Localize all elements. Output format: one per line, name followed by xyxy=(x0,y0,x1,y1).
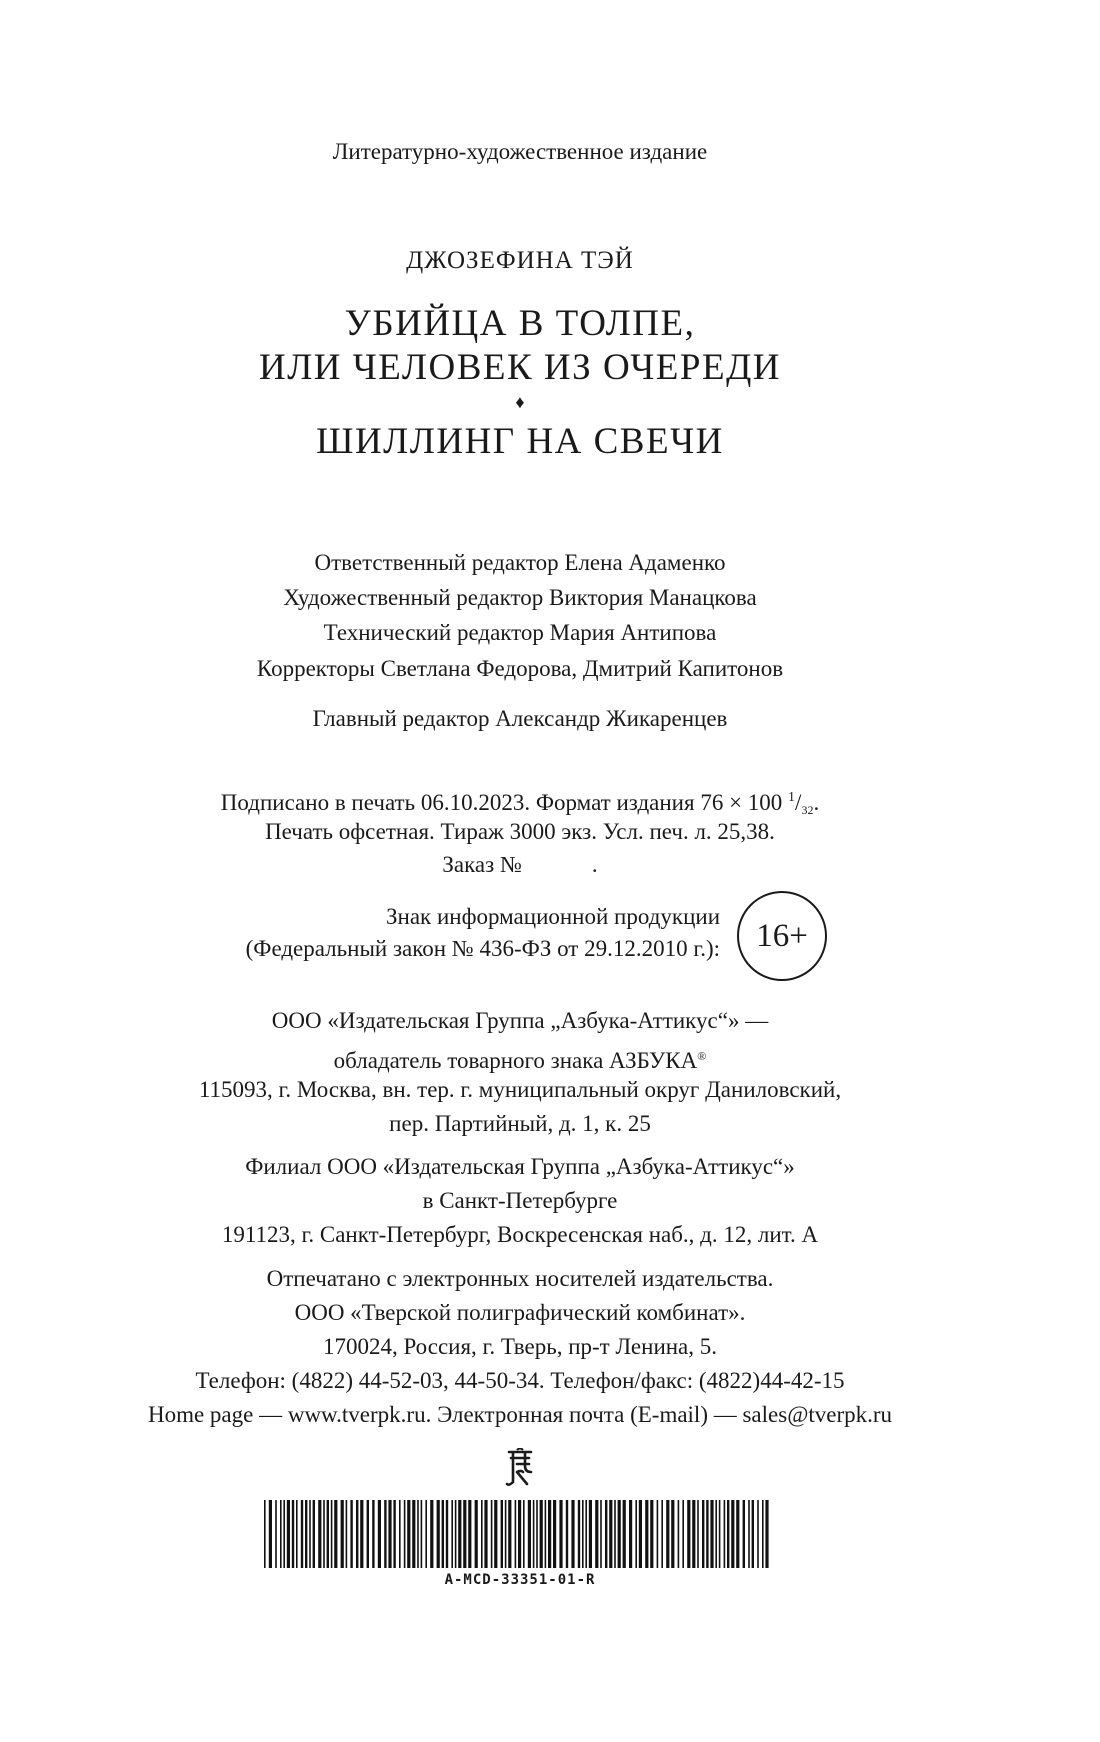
barcode-bar xyxy=(468,1500,471,1568)
barcode-bar xyxy=(553,1500,556,1568)
barcode-bar xyxy=(341,1500,344,1568)
barcode-bar xyxy=(715,1500,717,1568)
barcode-bar xyxy=(334,1500,337,1568)
barcode-bar xyxy=(356,1500,358,1568)
barcode-bar xyxy=(736,1500,739,1568)
barcode-bar xyxy=(585,1500,587,1568)
proofreaders: Корректоры Светлана Федорова, Дмитрий Капитонов xyxy=(256,656,784,681)
barcode-bar xyxy=(518,1500,521,1568)
barcode-bar xyxy=(614,1500,616,1568)
barcode-bar xyxy=(296,1500,298,1568)
barcode-bar xyxy=(523,1500,525,1568)
barcode-bar xyxy=(367,1500,369,1568)
barcode-bar xyxy=(442,1500,444,1568)
barcode-bar xyxy=(309,1500,311,1568)
barcode-bar xyxy=(645,1500,648,1568)
barcode-bar xyxy=(650,1500,653,1568)
barcode-bar xyxy=(559,1500,562,1568)
responsible-editor: Ответственный редактор Елена Адаменко xyxy=(314,550,726,575)
barcode-bar xyxy=(515,1500,517,1568)
barcode-bar xyxy=(463,1500,466,1568)
barcode-bar xyxy=(412,1500,415,1568)
barcode-bar xyxy=(417,1500,419,1568)
barcode-label: A-MCD-33351-01-R xyxy=(444,1572,596,1588)
barcode-bar xyxy=(762,1500,764,1568)
print-run-line: Печать офсетная. Тираж 3000 экз. Усл. печ. л. 25,38. xyxy=(265,819,775,844)
registered-mark: ® xyxy=(697,1049,707,1063)
barcode-bar xyxy=(384,1500,386,1568)
barcode-bar xyxy=(451,1500,453,1568)
order-end: . xyxy=(591,852,598,877)
format-slash: / xyxy=(795,790,802,815)
barcode-bar xyxy=(600,1500,602,1568)
barcode-bar xyxy=(264,1500,266,1568)
chief-editor: Главный редактор Александр Жикаренцев xyxy=(312,706,728,731)
barcode-bar xyxy=(323,1500,325,1568)
barcode-bar xyxy=(595,1500,598,1568)
barcode-bar xyxy=(430,1500,433,1568)
barcode-bar xyxy=(388,1500,391,1568)
barcode-bar xyxy=(458,1500,461,1568)
printer-line-1: Отпечатано с электронных носителей издательства. xyxy=(266,1266,774,1291)
barcode-bar xyxy=(350,1500,352,1568)
barcode-bar xyxy=(661,1500,663,1568)
barcode-bar xyxy=(305,1500,307,1568)
barcode-bar xyxy=(671,1500,674,1568)
printer-phones: Телефон: (4822) 44-52-03, 44-50-34. Телефон/факс: (4822)44-42-15 xyxy=(195,1368,845,1393)
barcode-bar xyxy=(618,1500,621,1568)
barcode-bar xyxy=(566,1500,568,1568)
barcode-bar xyxy=(635,1500,637,1568)
barcode-bar xyxy=(629,1500,632,1568)
barcode-bar xyxy=(269,1500,272,1568)
barcode-bar xyxy=(491,1500,493,1568)
barcode-bar xyxy=(283,1500,285,1568)
barcode-bar xyxy=(687,1500,690,1568)
author-name: ДЖОЗЕФИНА ТЭЙ xyxy=(406,247,634,274)
barcode-bar xyxy=(292,1500,294,1568)
barcode-bar xyxy=(425,1500,427,1568)
edition-type: Литературно-художественное издание xyxy=(332,139,708,164)
printer-web: Home page — www.tverpk.ru. Электронная почта (E-mail) — sales@tverpk.ru xyxy=(147,1402,893,1427)
barcode-bar xyxy=(372,1500,374,1568)
barcode-bar xyxy=(666,1500,669,1568)
age-sign-label: Знак информационной продукции xyxy=(386,904,720,929)
format-numerator: 1 xyxy=(788,790,796,805)
barcode-bar xyxy=(280,1500,282,1568)
publisher-address-2: пер. Партийный, д. 1, к. 25 xyxy=(389,1111,651,1136)
barcode-bar xyxy=(331,1500,333,1568)
barcode-bar xyxy=(589,1500,592,1568)
age-sign-law: (Федеральный закон № 436-ФЗ от 29.12.2010 г.): xyxy=(245,936,720,961)
format-end: . xyxy=(813,790,820,815)
barcode-bar xyxy=(313,1500,315,1568)
art-editor: Художественный редактор Виктория Манацкова xyxy=(283,585,757,610)
barcode-bar xyxy=(446,1500,448,1568)
barcode-bar xyxy=(393,1500,395,1568)
barcode-bar xyxy=(719,1500,721,1568)
printer-monogram-icon xyxy=(503,1448,537,1488)
barcode-bar xyxy=(702,1500,704,1568)
barcode-bar xyxy=(508,1500,511,1568)
barcode-bar xyxy=(399,1500,401,1568)
barcode-bar xyxy=(623,1500,626,1568)
publisher-address-1: 115093, г. Москва, вн. тер. г. муниципальный округ Даниловский, xyxy=(198,1077,842,1102)
barcode-bar xyxy=(360,1500,363,1568)
barcode-bar xyxy=(765,1500,768,1568)
branch-line-1: Филиал ООО «Издательская Группа „Азбука-Аттикус“» xyxy=(245,1154,795,1179)
barcode-bar xyxy=(505,1500,507,1568)
branch-line-2: в Санкт-Петербурге xyxy=(422,1188,618,1213)
barcode-bar xyxy=(407,1500,410,1568)
printer-address: 170024, Россия, г. Тверь, пр-т Ленина, 5. xyxy=(322,1334,718,1359)
barcode-bar xyxy=(536,1500,538,1568)
barcode-bar xyxy=(692,1500,695,1568)
barcode-bar xyxy=(548,1500,551,1568)
barcode-bar xyxy=(727,1500,729,1568)
barcode-bar xyxy=(346,1500,348,1568)
barcode-bar xyxy=(528,1500,531,1568)
barcode-bar xyxy=(301,1500,303,1568)
barcode-bar xyxy=(378,1500,381,1568)
barcode-bar xyxy=(545,1500,547,1568)
barcode-bar xyxy=(327,1500,329,1568)
barcode-bar xyxy=(404,1500,406,1568)
barcode-bar xyxy=(657,1500,659,1568)
barcode-bar xyxy=(743,1500,745,1568)
barcode-bar xyxy=(481,1500,483,1568)
barcode-bar xyxy=(706,1500,708,1568)
barcode-bar xyxy=(748,1500,750,1568)
barcode-bar xyxy=(609,1500,612,1568)
barcode-bar xyxy=(578,1500,580,1568)
print-signed-text: Подписано в печать 06.10.2023. Формат издания 76 × 100 xyxy=(220,790,789,815)
title-separator-diamond: ♦ xyxy=(515,392,525,412)
barcode-bar xyxy=(455,1500,457,1568)
barcode-bar xyxy=(605,1500,607,1568)
barcode-bar xyxy=(533,1500,535,1568)
branch-address: 191123, г. Санкт-Петербург, Воскресенская наб., д. 12, лит. А xyxy=(221,1222,819,1247)
tech-editor: Технический редактор Мария Антипова xyxy=(323,620,717,645)
printer-line-2: ООО «Тверской полиграфический комбинат». xyxy=(294,1300,746,1325)
barcode-bar xyxy=(639,1500,642,1568)
publisher-line-1: ООО «Издательская Группа „Азбука-Аттикус“» — xyxy=(271,1008,769,1033)
barcode-bar xyxy=(710,1500,713,1568)
barcode-bar xyxy=(287,1500,290,1568)
barcode-bar xyxy=(494,1500,497,1568)
barcode xyxy=(264,1500,774,1568)
barcode-bar xyxy=(484,1500,487,1568)
barcode-bar xyxy=(582,1500,584,1568)
barcode-bar xyxy=(475,1500,478,1568)
book-title-line-3: ШИЛЛИНГ НА СВЕЧИ xyxy=(316,421,724,462)
barcode-bar xyxy=(752,1500,754,1568)
book-title-line-2: ИЛИ ЧЕЛОВЕК ИЗ ОЧЕРЕДИ xyxy=(258,347,782,388)
publisher-trademark: обладатель товарного знака АЗБУКА xyxy=(333,1048,698,1073)
barcode-bar xyxy=(501,1500,503,1568)
barcode-bar xyxy=(318,1500,321,1568)
format-denominator: 32 xyxy=(801,803,814,817)
barcode-bar xyxy=(682,1500,684,1568)
barcode-bar xyxy=(731,1500,734,1568)
barcode-bar xyxy=(421,1500,423,1568)
barcode-bar xyxy=(757,1500,759,1568)
barcode-bar xyxy=(540,1500,543,1568)
barcode-bar xyxy=(697,1500,699,1568)
age-rating-badge: 16+ xyxy=(737,891,827,981)
barcode-bar xyxy=(437,1500,440,1568)
barcode-bar xyxy=(571,1500,574,1568)
barcode-bar xyxy=(724,1500,726,1568)
printer-logo-icon xyxy=(0,1448,1040,1498)
order-label: Заказ № xyxy=(442,852,522,877)
barcode-bar xyxy=(678,1500,680,1568)
book-title-line-1: УБИЙЦА В ТОЛПЕ, xyxy=(344,303,696,344)
order-line xyxy=(0,848,1040,882)
barcode-bar xyxy=(275,1500,277,1568)
